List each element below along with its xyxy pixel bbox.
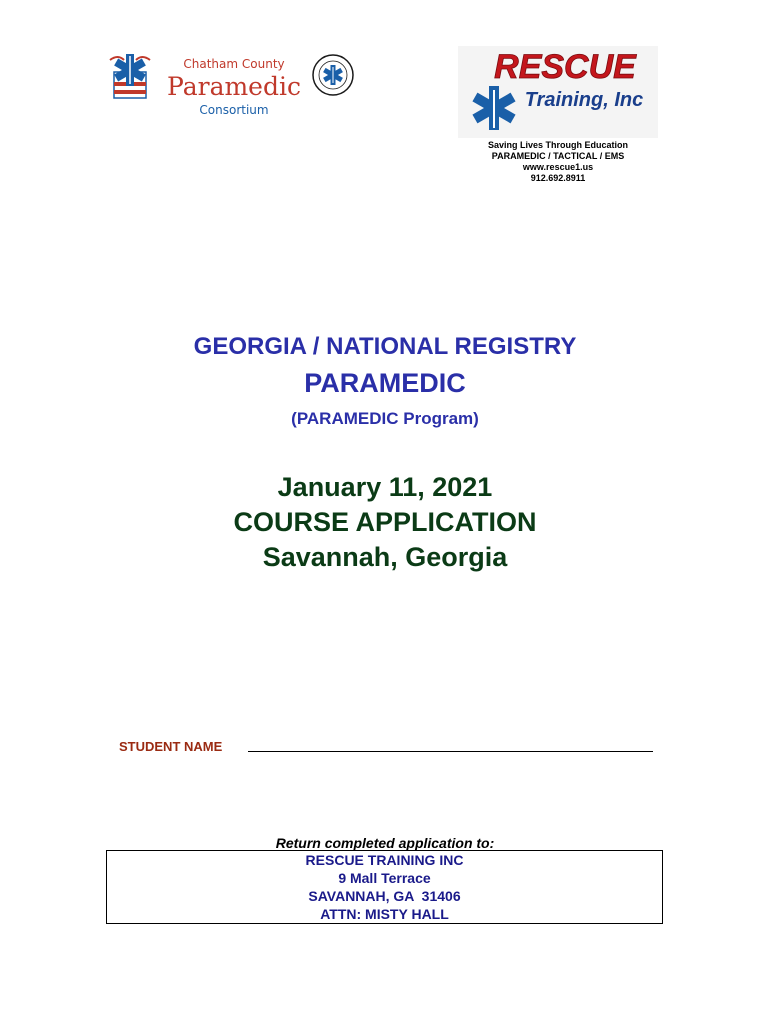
student-name-label: STUDENT NAME — [119, 739, 223, 754]
course-heading: COURSE APPLICATION — [233, 507, 537, 537]
rescue-phone: 912.692.8911 — [530, 173, 586, 183]
rescue-logo-name: RESCUE — [494, 48, 636, 86]
consortium-name-line3: Consortium — [199, 103, 269, 117]
program-title: PARAMEDIC — [304, 368, 466, 398]
rescue-logo-subtitle: Training, Inc — [524, 89, 644, 111]
registry-title: GEORGIA / NATIONAL REGISTRY — [193, 333, 577, 360]
star-of-life-flag-icon — [108, 52, 152, 100]
rescue-tagline: Saving Lives Through Education — [487, 140, 628, 150]
course-date: January 11, 2021 — [277, 472, 493, 502]
student-name-field[interactable] — [248, 751, 653, 752]
rescue-services: PARAMEDIC / TACTICAL / EMS — [491, 151, 625, 161]
consortium-name-line2: Paramedic — [167, 72, 301, 101]
return-instructions: Return completed application to: — [275, 835, 495, 851]
rescue-training-logo — [458, 46, 658, 138]
star-of-life-seal-icon — [311, 53, 355, 97]
program-subtitle: (PARAMEDIC Program) — [291, 409, 479, 428]
address-line-4: ATTN: MISTY HALL — [320, 906, 449, 922]
address-line-3: SAVANNAH, GA 31406 — [308, 888, 461, 904]
course-location: Savannah, Georgia — [262, 542, 508, 572]
address-line-1: RESCUE TRAINING INC — [305, 852, 464, 868]
address-line-2: 9 Mall Terrace — [338, 870, 431, 886]
rescue-website: www.rescue1.us — [522, 162, 594, 172]
consortium-name-line1: Chatham County — [183, 57, 285, 71]
